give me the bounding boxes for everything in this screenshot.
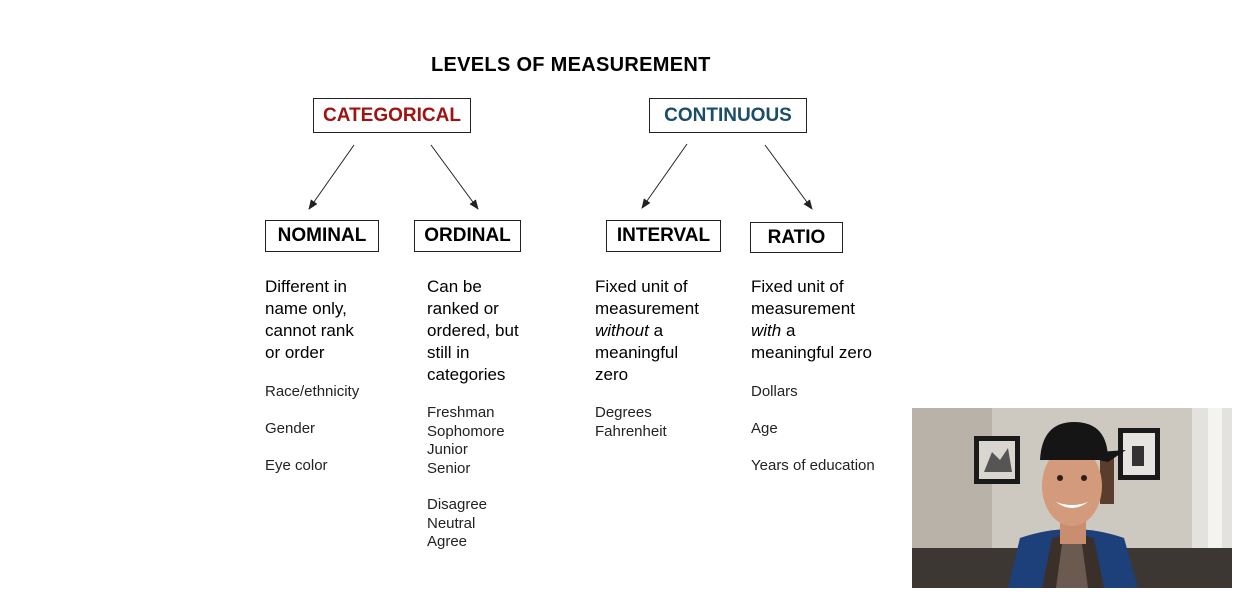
interval-desc-line: zero xyxy=(595,365,629,384)
ordinal-example: Neutral xyxy=(427,514,476,532)
interval-example: Degrees xyxy=(595,404,652,421)
interval-desc-emphasis: without xyxy=(595,321,649,340)
ordinal-example: Junior xyxy=(427,441,468,458)
ordinal-example: Disagree xyxy=(427,496,488,513)
ordinal-example: Freshman xyxy=(427,404,495,421)
nominal-desc-line: Different in xyxy=(265,277,347,296)
nominal-box: NOMINAL xyxy=(265,220,379,252)
ratio-description xyxy=(751,276,872,364)
nominal-desc-line: cannot rank xyxy=(265,321,354,340)
nominal-examples xyxy=(265,382,359,493)
continuous-box: CONTINUOUS xyxy=(649,98,807,133)
ratio-examples xyxy=(751,382,875,493)
ordinal-box: ORDINAL xyxy=(414,220,521,252)
interval-desc-line: meaningful xyxy=(595,343,679,362)
ratio-desc-line xyxy=(751,320,872,342)
ordinal-example: Sophomore xyxy=(427,422,505,440)
arrow-to-ratio xyxy=(765,145,812,209)
ordinal-desc-line: still in xyxy=(427,343,470,362)
interval-example: Fahrenheit xyxy=(595,422,667,440)
ordinal-desc-line: ordered, but xyxy=(427,321,519,340)
ratio-example: Years of education xyxy=(751,457,875,474)
ratio-desc-rest: a xyxy=(781,321,796,340)
ratio-desc-line: measurement xyxy=(751,299,855,318)
arrow-to-nominal xyxy=(309,145,354,209)
interval-desc-rest: a xyxy=(648,321,664,340)
arrow-to-ordinal xyxy=(431,145,478,209)
diagram-title: LEVELS OF MEASUREMENT xyxy=(431,54,711,76)
ratio-desc-line: Fixed unit of xyxy=(751,277,844,296)
example-gap xyxy=(427,478,505,496)
nominal-desc-line: or order xyxy=(265,343,325,362)
ordinal-description xyxy=(427,276,519,386)
ratio-example: Dollars xyxy=(751,383,798,400)
nominal-description xyxy=(265,276,354,364)
nominal-example: Gender xyxy=(265,420,316,437)
interval-examples xyxy=(595,404,667,441)
interval-desc-line xyxy=(595,320,699,342)
categorical-box: CATEGORICAL xyxy=(313,98,471,133)
ordinal-desc-line: ranked or xyxy=(427,299,499,318)
ordinal-examples xyxy=(427,404,505,552)
nominal-example: Eye color xyxy=(265,457,328,474)
interval-box: INTERVAL xyxy=(606,220,721,252)
interval-desc-line: Fixed unit of xyxy=(595,277,688,296)
ratio-box: RATIO xyxy=(750,222,843,253)
interval-description xyxy=(595,276,699,386)
arrow-to-interval xyxy=(642,144,687,208)
presenter-video-icon xyxy=(912,408,1232,588)
ratio-desc-emphasis: with xyxy=(751,321,782,340)
ratio-desc-line: meaningful zero xyxy=(751,343,872,362)
nominal-example: Race/ethnicity xyxy=(265,383,360,400)
ordinal-example: Agree xyxy=(427,533,468,550)
ordinal-example: Senior xyxy=(427,459,471,477)
interval-desc-line: measurement xyxy=(595,299,699,318)
ordinal-desc-line: Can be xyxy=(427,277,482,296)
ordinal-desc-line: categories xyxy=(427,365,506,384)
presenter-webcam xyxy=(912,408,1232,588)
nominal-desc-line: name only, xyxy=(265,299,347,318)
ratio-example: Age xyxy=(751,420,778,437)
